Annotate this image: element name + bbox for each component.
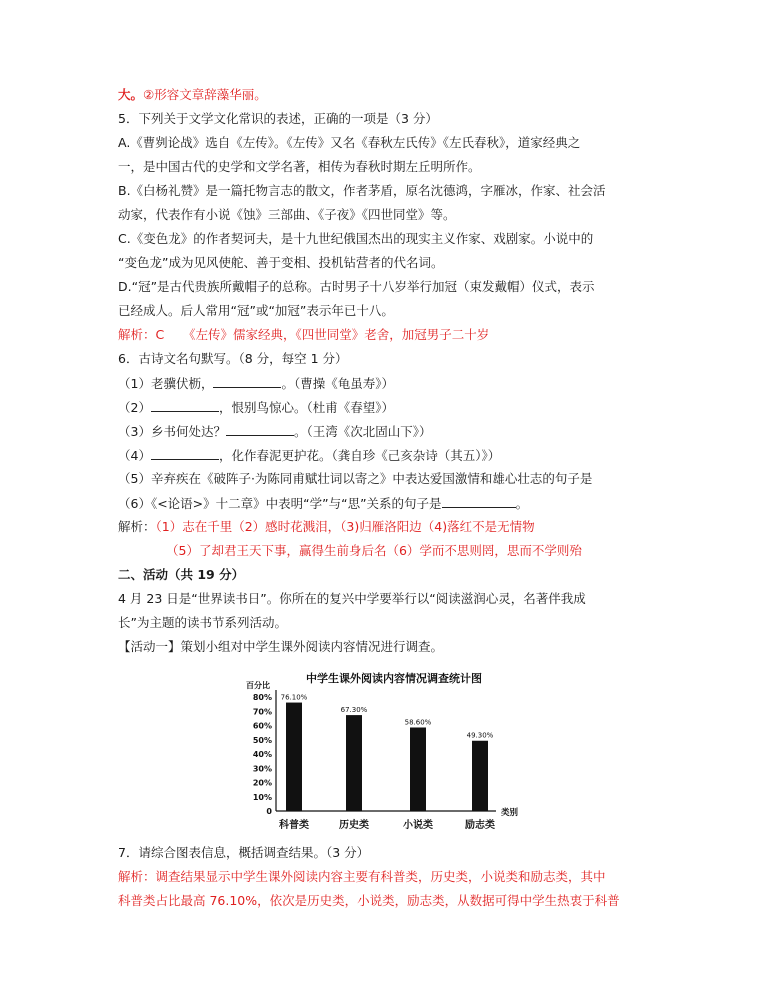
y-tick-label: 70%	[252, 707, 272, 717]
y-tick-label: 30%	[252, 764, 272, 774]
q6-item-3-source: 。（王湾《次北固山下》）	[293, 424, 432, 439]
y-tick-label: 40%	[252, 750, 272, 759]
bar-value-label: 76.10%	[280, 693, 308, 702]
fill-blank	[213, 374, 281, 388]
category-label: 历史类	[339, 820, 369, 831]
q6-item-1-source: 。（曹操《龟虽寿》）	[281, 376, 394, 391]
question-6: 6．古诗文名句默写。（8 分，每空 1 分）	[118, 351, 348, 366]
y-tick-label: 50%	[252, 735, 272, 745]
chart-bars	[286, 703, 488, 811]
answer-6-text1: （1）志在千里（2）感时花溅泪，（3)归雁洛阳边（4)落红不是无情物	[155, 519, 535, 534]
fill-blank	[226, 422, 294, 436]
q6-item-6-end: 。	[515, 496, 529, 511]
q6-item-6	[118, 494, 528, 513]
chart-y-ticks	[253, 693, 273, 816]
activity-1: 【活动一】策划小组对中学生课外阅读内容情况进行调查。	[118, 639, 444, 654]
continuation-text: ②形容文章辞藻华丽。	[143, 87, 267, 102]
answer-6-line1	[118, 518, 535, 536]
chart-y-axis-label: 百分比	[246, 681, 270, 690]
q6-item-4-text: ，化作春泥更护花。（龚自珍《己亥杂诗（其五）》）	[218, 448, 501, 463]
fill-blank	[442, 494, 516, 508]
bar-value-label: 49.30%	[466, 731, 494, 740]
q6-item-4	[118, 446, 500, 465]
bar-2	[346, 715, 362, 811]
section-2-heading: 二、活动（共 19 分）	[118, 567, 245, 582]
chart-value-labels	[281, 694, 494, 740]
q6-item-3-text: （3）乡书何处达？	[118, 424, 226, 439]
fill-blank	[151, 446, 219, 460]
q6-item-2	[118, 398, 394, 417]
answer-6-label: 解析：	[118, 519, 156, 534]
y-tick-label: 10%	[252, 792, 272, 802]
option-b-line1: B.《白杨礼赞》是一篇托物言志的散文，作者茅盾，原名沈德鸿，字雁冰，作家、社会活	[118, 183, 606, 198]
y-tick-label: 0	[266, 807, 272, 816]
category-label: 科普类	[279, 820, 309, 831]
continuation-line	[118, 86, 267, 104]
chart-category-labels	[278, 818, 495, 831]
question-7: 7．请综合图表信息，概括调查结果。（3 分）	[118, 845, 370, 860]
answer-7-line2: 科普类占比最高 76.10%，依次是历史类，小说类，励志类，从数据可得中学生热衷于科普	[118, 893, 620, 908]
q6-item-5: （5）辛弃疾在《破阵子·为陈同甫赋壮词以寄之》中表达爱国激情和雄心壮志的句子是	[118, 471, 593, 486]
option-b-line2: 动家，代表作有小说《蚀》三部曲、《子夜》《四世同堂》等。	[118, 207, 456, 222]
q6-item-3	[118, 422, 431, 441]
bar-1	[286, 703, 302, 811]
chart-title: 中学生课外阅读内容情况调查统计图	[306, 672, 482, 685]
y-tick-label: 20%	[252, 778, 272, 788]
category-label: 励志类	[465, 820, 495, 831]
question-5: 5．下列关于文学文化常识的表述，正确的一项是（3 分）	[118, 111, 438, 126]
bar-value-label: 67.30%	[340, 706, 368, 715]
y-tick-label: 80%	[252, 693, 272, 702]
option-d-line1: D.“冠”是古代贵族所戴帽子的总称。古时男子十八岁举行加冠（束发戴帽）仪式，表示	[118, 279, 595, 294]
q6-item-4-number: （4）	[118, 448, 151, 463]
bar-3	[410, 727, 426, 811]
reading-survey-chart	[244, 668, 524, 834]
q6-item-2-text: ，恨别鸟惊心。（杜甫《春望》）	[218, 400, 394, 415]
q6-item-1-text: （1）老骥伏枥，	[118, 376, 214, 391]
q6-item-2-number: （2）	[118, 400, 151, 415]
option-a-line2: 一，是中国古代的史学和文学名著，相传为春秋时期左丘明所作。	[118, 159, 481, 174]
y-tick-label: 60%	[252, 721, 272, 731]
option-c-line1: C.《变色龙》的作者契诃夫，是十九世纪俄国杰出的现实主义作家、戏剧家。小说中的	[118, 231, 594, 246]
bar-value-label: 58.60%	[404, 718, 432, 727]
option-a-line1: A.《曹刿论战》选自《左传》。《左传》又名《春秋左氏传》《左氏春秋》，道家经典之	[118, 135, 581, 150]
bar-4	[472, 741, 488, 811]
chart-x-axis-label: 类别	[501, 808, 519, 818]
fill-blank	[151, 398, 219, 412]
q6-item-6-text: （6）《<论语>》十二章》中表明“学”与“思”关系的句子是	[118, 496, 442, 511]
answer-7-line1: 解析：调查结果显示中学生课外阅读内容主要有科普类，历史类，小说类和励志类，其中	[118, 869, 606, 884]
activity-intro-line2: 长”为主题的读书节系列活动。	[118, 615, 287, 630]
option-d-line2: 已经成人。后人常用“冠”或“加冠”表示年已十八。	[118, 303, 394, 318]
q6-item-1	[118, 374, 394, 393]
answer-6-line2: （5）了却君王天下事，赢得生前身后名（6）学而不思则罔，思而不学则殆	[166, 543, 582, 558]
category-label: 小说类	[403, 820, 433, 831]
continuation-bold: 大。	[118, 87, 144, 102]
activity-intro-line1: 4 月 23 日是“世界读书日”。你所在的复兴中学要举行以“阅读滋润心灵，名著伴我成	[118, 591, 586, 606]
option-c-line2: “变色龙”成为见风使舵、善于变相、投机钻营者的代名词。	[118, 255, 444, 270]
answer-5: 解析：C 《左传》儒家经典，《四世同堂》老舍，加冠男子二十岁	[118, 327, 490, 342]
